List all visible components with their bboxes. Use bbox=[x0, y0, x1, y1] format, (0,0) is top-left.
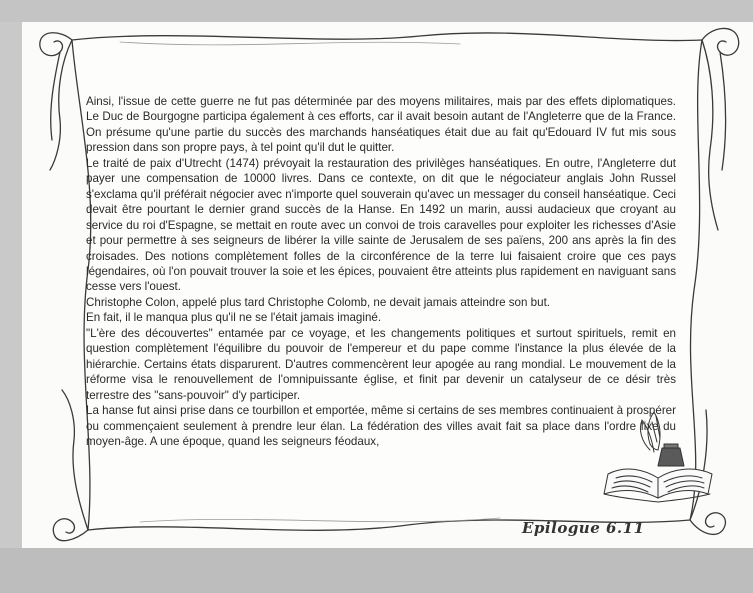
open-book-with-quill-and-inkpot-icon bbox=[600, 408, 718, 504]
paragraph: Le traité de paix d'Utrecht (1474) prévoyait la restauration des privilèges hanséatiques. En outre, l'Angleterre dut payer une compensation de 10000 livres. Dans ce contexte, on dit que le négociateur anglais John Russel s'exclama qu'il préférait négocier avec n'importe quel souverain qu'avec un messager du conseil hanséatique. Ceci devait être pourtant le dernier grand succès de la Hanse. En 1492 un marin, aussi audacieux que croyant au service du roi d'Espagne, se mettait en route avec un convoi de trois caravelles pour exploiter les richesses d'Asie et pour permettre à ses seigneurs de libérer la ville sainte de Jerusalem de ses païens, 200 ans après la fin des croisades. Des notions complètement folles de la circonférence de la terre lui faisaient croire que ces pays légendaires, où l'on pouvait trouver la soie et les épices, pouvaient être atteints plus rapidement en naviguant sans cesse vers l'ouest. bbox=[86, 156, 676, 294]
paragraph: La hanse fut ainsi prise dans ce tourbillon et emportée, même si certains de ses membres continuaient à prospérer ou commençaient seulement à prendre leur élan. La fédération des villes avait fait sa place dans l'ordre fixe du moyen-âge. A une époque, quand les seigneurs féodaux, bbox=[86, 404, 676, 448]
paragraph: "L'ère des découvertes" entamée par ce voyage, et les changements politiques et surtout spirituels, remit en question complètement l'équilibre du pouvoir de l'empereur et du pape comme l'instance la plus élevée de la hiérarchie. Certains états disparurent. D'autres commencèrent leur apogée au rang mondial. Le mouvement de la réforme visa le renouvellement de l'omnipuissante église, et finit par devenir un catalyseur de ce désir très terrestre des "sans-pouvoir" d'y participer. bbox=[86, 326, 676, 402]
paragraph: En fait, il le manqua plus qu'il ne se l'était jamais imaginé. bbox=[86, 311, 382, 325]
paragraph: Christophe Colon, appelé plus tard Christophe Colomb, ne devait jamais atteindre son but. bbox=[86, 295, 551, 309]
paragraph: Ainsi, l'issue de cette guerre ne fut pas déterminée par des moyens militaires, mais par des effets diplomatiques. Le Duc de Bourgogne participa également à ces efforts, car il avait besoin autant de l'Angleterre que de la France. On présume qu'une partie du succès des marchands hanséatiques était due au fait qu'Edouard IV fut mis sous pression dans son propre pays, à tel point qu'il dut le quitter. bbox=[86, 95, 676, 155]
body-text bbox=[86, 94, 676, 449]
page-label: Epilogue 6.11 bbox=[522, 519, 645, 537]
